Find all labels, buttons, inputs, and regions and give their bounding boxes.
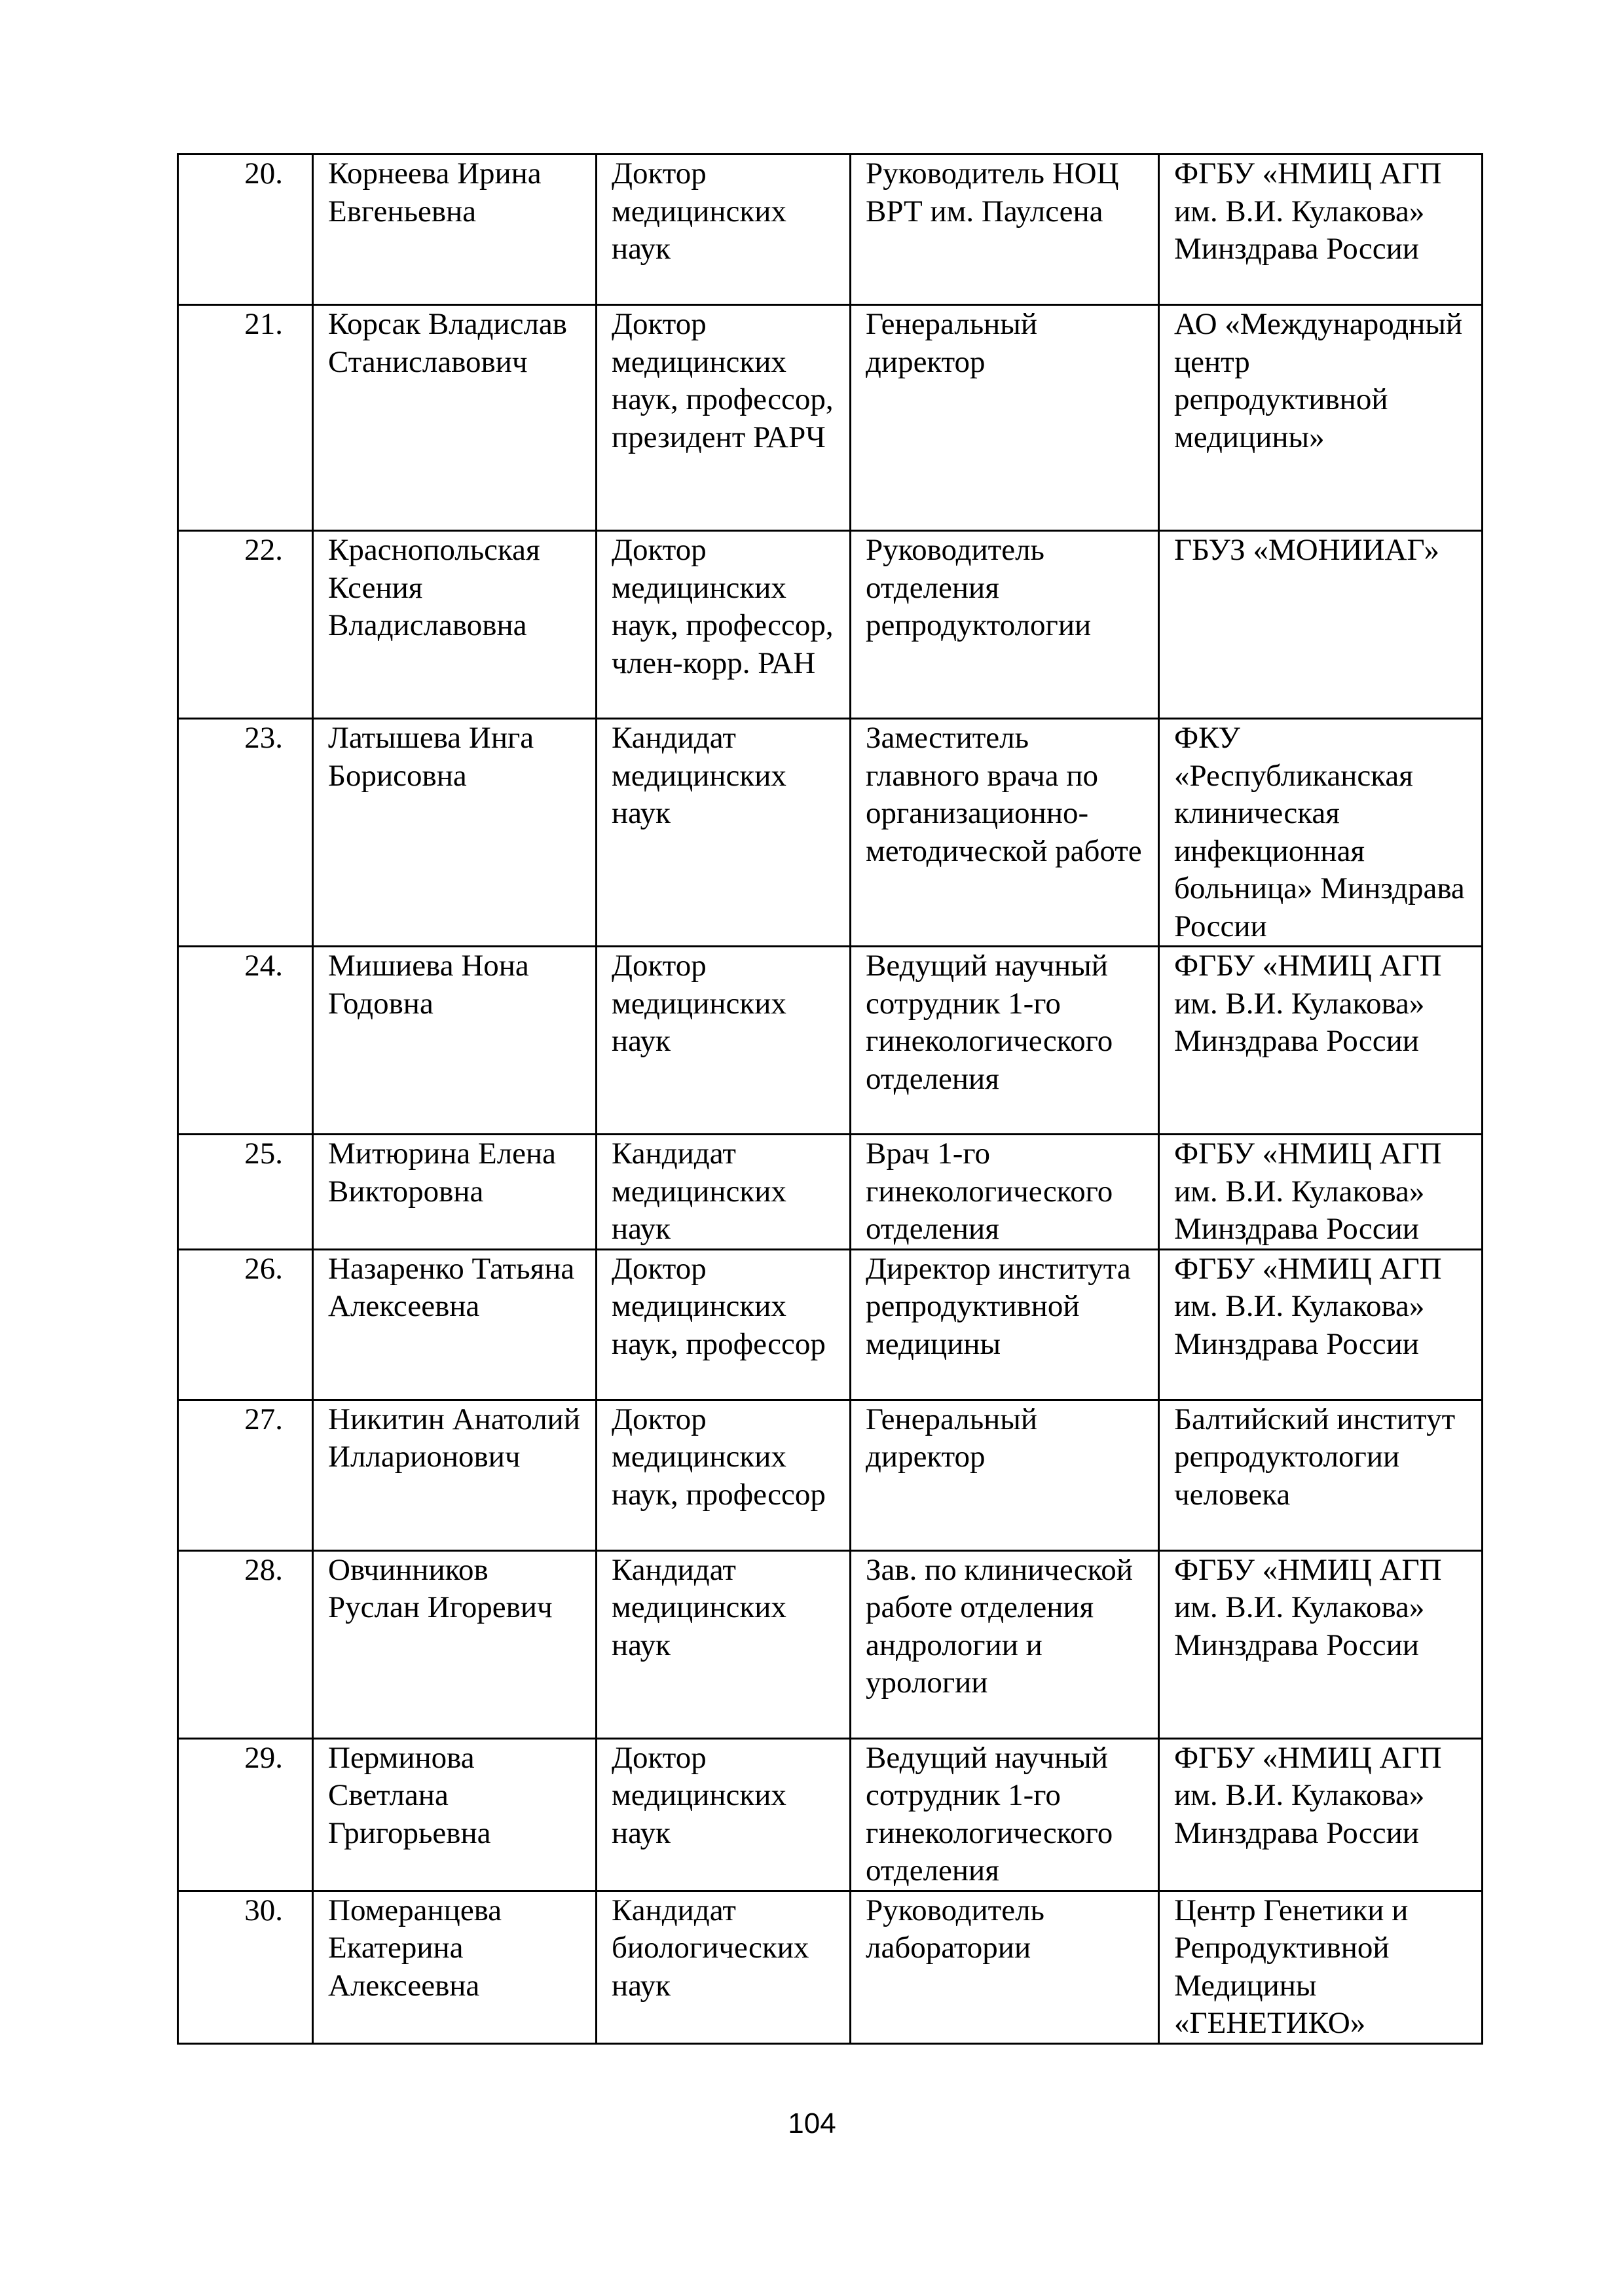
person-name: Никитин Анатолий Илларионович <box>313 1400 597 1550</box>
organization: ГБУЗ «МОНИИАГ» <box>1159 531 1483 719</box>
page-number: 104 <box>788 2107 836 2140</box>
table-row <box>178 719 1483 947</box>
row-number: 28. <box>178 1550 313 1738</box>
row-number: 22. <box>178 531 313 719</box>
row-number: 20. <box>178 155 313 305</box>
job-position: Ведущий научный сотрудник 1-го гинекологического отделения <box>851 1738 1159 1891</box>
academic-degree: Кандидат биологических наук <box>597 1891 851 2043</box>
person-name: Краснопольская Ксения Владиславовна <box>313 531 597 719</box>
specialists-table <box>177 153 1483 2045</box>
table-row <box>178 1249 1483 1400</box>
row-number: 29. <box>178 1738 313 1891</box>
organization: Балтийский институт репродуктологии человека <box>1159 1400 1483 1550</box>
organization: АО «Международный центр репродуктивной медицины» <box>1159 305 1483 531</box>
job-position: Генеральный директор <box>851 1400 1159 1550</box>
row-number: 24. <box>178 947 313 1135</box>
person-name: Овчинников Руслан Игоревич <box>313 1550 597 1738</box>
person-name: Мишиева Нона Годовна <box>313 947 597 1135</box>
organization: ФГБУ «НМИЦ АГП им. В.И. Кулакова» Минздрава России <box>1159 155 1483 305</box>
academic-degree: Доктор медицинских наук <box>597 947 851 1135</box>
person-name: Назаренко Татьяна Алексеевна <box>313 1249 597 1400</box>
table-row <box>178 155 1483 305</box>
academic-degree: Доктор медицинских наук, профессор, президент РАРЧ <box>597 305 851 531</box>
table-row <box>178 305 1483 531</box>
person-name: Перминова Светлана Григорьевна <box>313 1738 597 1891</box>
person-name: Митюрина Елена Викторовна <box>313 1135 597 1250</box>
job-position: Директор института репродуктивной медицины <box>851 1249 1159 1400</box>
job-position: Руководитель отделения репродуктологии <box>851 531 1159 719</box>
academic-degree: Доктор медицинских наук <box>597 1738 851 1891</box>
academic-degree: Кандидат медицинских наук <box>597 719 851 947</box>
table-row <box>178 531 1483 719</box>
table-row <box>178 947 1483 1135</box>
academic-degree: Доктор медицинских наук <box>597 155 851 305</box>
person-name: Корсак Владислав Станиславович <box>313 305 597 531</box>
table-row <box>178 1550 1483 1738</box>
job-position: Заместитель главного врача по организационно-методической работе <box>851 719 1159 947</box>
job-position: Ведущий научный сотрудник 1-го гинекологического отделения <box>851 947 1159 1135</box>
academic-degree: Доктор медицинских наук, профессор <box>597 1249 851 1400</box>
row-number: 27. <box>178 1400 313 1550</box>
academic-degree: Доктор медицинских наук, профессор <box>597 1400 851 1550</box>
organization: ФКУ «Республиканская клиническая инфекционная больница» Минздрава России <box>1159 719 1483 947</box>
table-row <box>178 1400 1483 1550</box>
organization: ФГБУ «НМИЦ АГП им. В.И. Кулакова» Минздрава России <box>1159 1249 1483 1400</box>
row-number: 26. <box>178 1249 313 1400</box>
job-position: Зав. по клинической работе отделения андрологии и урологии <box>851 1550 1159 1738</box>
organization: Центр Генетики и Репродуктивной Медицины «ГЕНЕТИКО» <box>1159 1891 1483 2043</box>
organization: ФГБУ «НМИЦ АГП им. В.И. Кулакова» Минздрава России <box>1159 1550 1483 1738</box>
table-row <box>178 1738 1483 1891</box>
job-position: Генеральный директор <box>851 305 1159 531</box>
row-number: 25. <box>178 1135 313 1250</box>
organization: ФГБУ «НМИЦ АГП им. В.И. Кулакова» Минздрава России <box>1159 1135 1483 1250</box>
academic-degree: Кандидат медицинских наук <box>597 1135 851 1250</box>
job-position: Руководитель лаборатории <box>851 1891 1159 2043</box>
person-name: Корнеева Ирина Евгеньевна <box>313 155 597 305</box>
row-number: 30. <box>178 1891 313 2043</box>
organization: ФГБУ «НМИЦ АГП им. В.И. Кулакова» Минздрава России <box>1159 1738 1483 1891</box>
job-position: Руководитель НОЦ ВРТ им. Паулсена <box>851 155 1159 305</box>
academic-degree: Доктор медицинских наук, профессор, член-корр. РАН <box>597 531 851 719</box>
row-number: 23. <box>178 719 313 947</box>
person-name: Латышева Инга Борисовна <box>313 719 597 947</box>
table-row <box>178 1891 1483 2043</box>
table-row <box>178 1135 1483 1250</box>
job-position: Врач 1-го гинекологического отделения <box>851 1135 1159 1250</box>
row-number: 21. <box>178 305 313 531</box>
academic-degree: Кандидат медицинских наук <box>597 1550 851 1738</box>
person-name: Померанцева Екатерина Алексеевна <box>313 1891 597 2043</box>
organization: ФГБУ «НМИЦ АГП им. В.И. Кулакова» Минздрава России <box>1159 947 1483 1135</box>
